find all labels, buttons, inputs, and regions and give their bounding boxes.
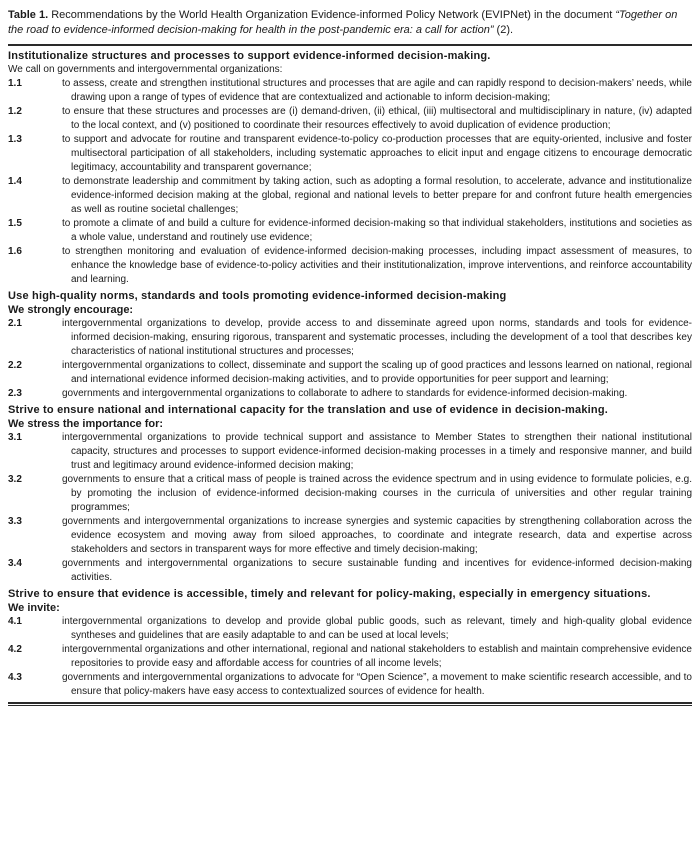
section-intro: We strongly encourage:: [8, 304, 134, 316]
item-text: governments and intergovernmental organizations to advocate for “Open Science”, a movement to make scientific research accessible, and to ensure that policy-makers have easy access to contextualized sources of evidence for health.: [62, 672, 692, 697]
table-row: [8, 643, 692, 671]
item-text: intergovernmental organizations to develop and provide global public goods, such as relevant, timely and high-quality global evidence syntheses and guidelines that are easily adaptable to and can be used at local levels;: [62, 616, 692, 641]
table-caption-quote: “Together on the road to evidence-informed decision-making for health in the post-pandemic era: a call for action”: [8, 9, 678, 36]
item-number: 1.4: [8, 176, 22, 187]
item-number: 1.5: [8, 218, 22, 229]
table-row: [8, 615, 692, 643]
table-row: [8, 515, 692, 557]
table-row: [8, 671, 692, 699]
item-number: 4.3: [8, 672, 22, 683]
item-text: to ensure that these structures and processes are (i) demand-driven, (ii) ethical, (iii) multisectoral and multidisciplinary in nature, (iv) adapted to the local context, and (v) positioned to coordinate their resources effectively to avoid duplication of evidence production;: [62, 106, 692, 131]
item-number: 1.2: [8, 106, 22, 117]
item-number: 3.3: [8, 516, 22, 527]
item-text: intergovernmental organizations to collect, disseminate and support the scaling up of good practices and lessons learned on national, regional and international evidence informed decision-making activities, and to provide opportunities for peer support and learning;: [62, 360, 692, 385]
item-number: 3.1: [8, 432, 22, 443]
section-accessible-evidence: [8, 587, 692, 699]
item-number: 4.2: [8, 644, 22, 655]
item-text: intergovernmental organizations to provide technical support and assistance to Member States to strengthen their national institutional capacity, structures and processes to support evidence-informed decision-making processes in a timely and responsive manner, and build trust and legitimacy around evidence-informed decision making;: [62, 432, 692, 471]
section-heading: Strive to ensure national and international capacity for the translation and use of evidence in decision-making.: [8, 404, 609, 416]
table-row: [8, 217, 692, 245]
table-row: [8, 105, 692, 133]
item-number: 1.1: [8, 78, 22, 89]
table-row: [8, 557, 692, 585]
table-row: [8, 387, 692, 401]
section-intro: We invite:: [8, 602, 60, 614]
table-caption-citation: (2).: [496, 24, 514, 36]
item-text: to assess, create and strengthen institutional structures and processes that are agile and can rapidly respond to decision-makers’ needs, while drawing upon a range of types of evidence that are contextualized and actionable to inform decision-making;: [62, 78, 692, 103]
item-number: 3.4: [8, 558, 22, 569]
table-caption: [8, 6, 692, 41]
item-text: intergovernmental organizations and other international, regional and national stakeholders to establish and maintain comprehensive evidence repositories to provide easy and affordable access for countries of all income levels;: [62, 644, 692, 669]
item-text: to support and advocate for routine and transparent evidence-to-policy co-production processes that are equity-oriented, inclusive and foster multisectoral participation of all stakeholders, including systematic approaches to elicit input and engage citizens to encourage democratic legitimacy, accountability and transparent governance;: [62, 134, 692, 173]
table-row: [8, 245, 692, 287]
item-number: 3.2: [8, 474, 22, 485]
recommendations-table: [8, 49, 692, 699]
item-number: 1.3: [8, 134, 22, 145]
caption-divider-rule: [8, 44, 692, 46]
section-capacity: [8, 403, 692, 585]
section-heading: Institutionalize structures and processes to support evidence-informed decision-making.: [8, 50, 491, 62]
table-row: [8, 473, 692, 515]
item-number: 2.2: [8, 360, 22, 371]
table-row: [8, 133, 692, 175]
item-number: 1.6: [8, 246, 22, 257]
section-norms-standards: [8, 289, 692, 401]
item-number: 2.3: [8, 388, 22, 399]
section-heading: Strive to ensure that evidence is accessible, timely and relevant for policy-making, especially in emergency situations.: [8, 588, 651, 600]
table-row: [8, 317, 692, 359]
item-text: governments and intergovernmental organizations to collaborate to adhere to standards for evidence-informed decision-making.: [62, 388, 628, 399]
table-bottom-rule: [8, 702, 692, 706]
section-institutionalize: [8, 49, 692, 287]
section-intro: We call on governments and intergovernmental organizations:: [8, 64, 283, 75]
item-text: to strengthen monitoring and evaluation of evidence-informed decision-making processes, including impact assessment of measures, to enhance the knowledge base of evidence-to-policy activities and their institutionalization, improve interventions, and reinforce accountability and learning.: [62, 246, 692, 285]
table-row: [8, 77, 692, 105]
section-intro: We stress the importance for:: [8, 418, 164, 430]
item-text: to demonstrate leadership and commitment by taking action, such as adopting a formal resolution, to accelerate, advance and institutionalize evidence-informed decision making at the global, regional and national levels to better prepare for and confront future health emergencies as well as routine societal challenges;: [62, 176, 692, 215]
item-text: governments and intergovernmental organizations to secure sustainable funding and incentives for evidence-informed decision-making activities.: [62, 558, 692, 583]
table-caption-label: Table 1.: [8, 9, 49, 21]
table-row: [8, 175, 692, 217]
item-text: governments to ensure that a critical mass of people is trained across the evidence spectrum and in using evidence to formulate policies, e.g. by promoting the inclusion of evidence-informed decision-making courses in the curricula of universities and other regular training programmes;: [62, 474, 692, 513]
table-row: [8, 359, 692, 387]
item-text: intergovernmental organizations to develop, provide access to and disseminate agreed upon norms, standards and tools for evidence-informed decision-making, ensuring rigorous, transparent and systematic processes, including the development of a tool that describes key characteristics of national institutional structures and processes;: [62, 318, 692, 357]
table-caption-text: Recommendations by the World Health Organization Evidence-informed Policy Network (EVIPNet) in the document: [51, 9, 613, 21]
item-text: governments and intergovernmental organizations to increase synergies and systemic capacities by strengthening collaboration across the evidence ecosystem and moving away from siloed approaches, to coordinate and integrate research, data and expertise across stakeholders and sectors in transparent ways for more effective and timely decision-making;: [62, 516, 692, 555]
item-number: 2.1: [8, 318, 22, 329]
item-number: 4.1: [8, 616, 22, 627]
table-row: [8, 431, 692, 473]
section-heading: Use high-quality norms, standards and tools promoting evidence-informed decision-making: [8, 290, 507, 302]
item-text: to promote a climate of and build a culture for evidence-informed decision-making so that individual stakeholders, institutions and societies as a whole value, understand and routinely use evidence;: [62, 218, 692, 243]
